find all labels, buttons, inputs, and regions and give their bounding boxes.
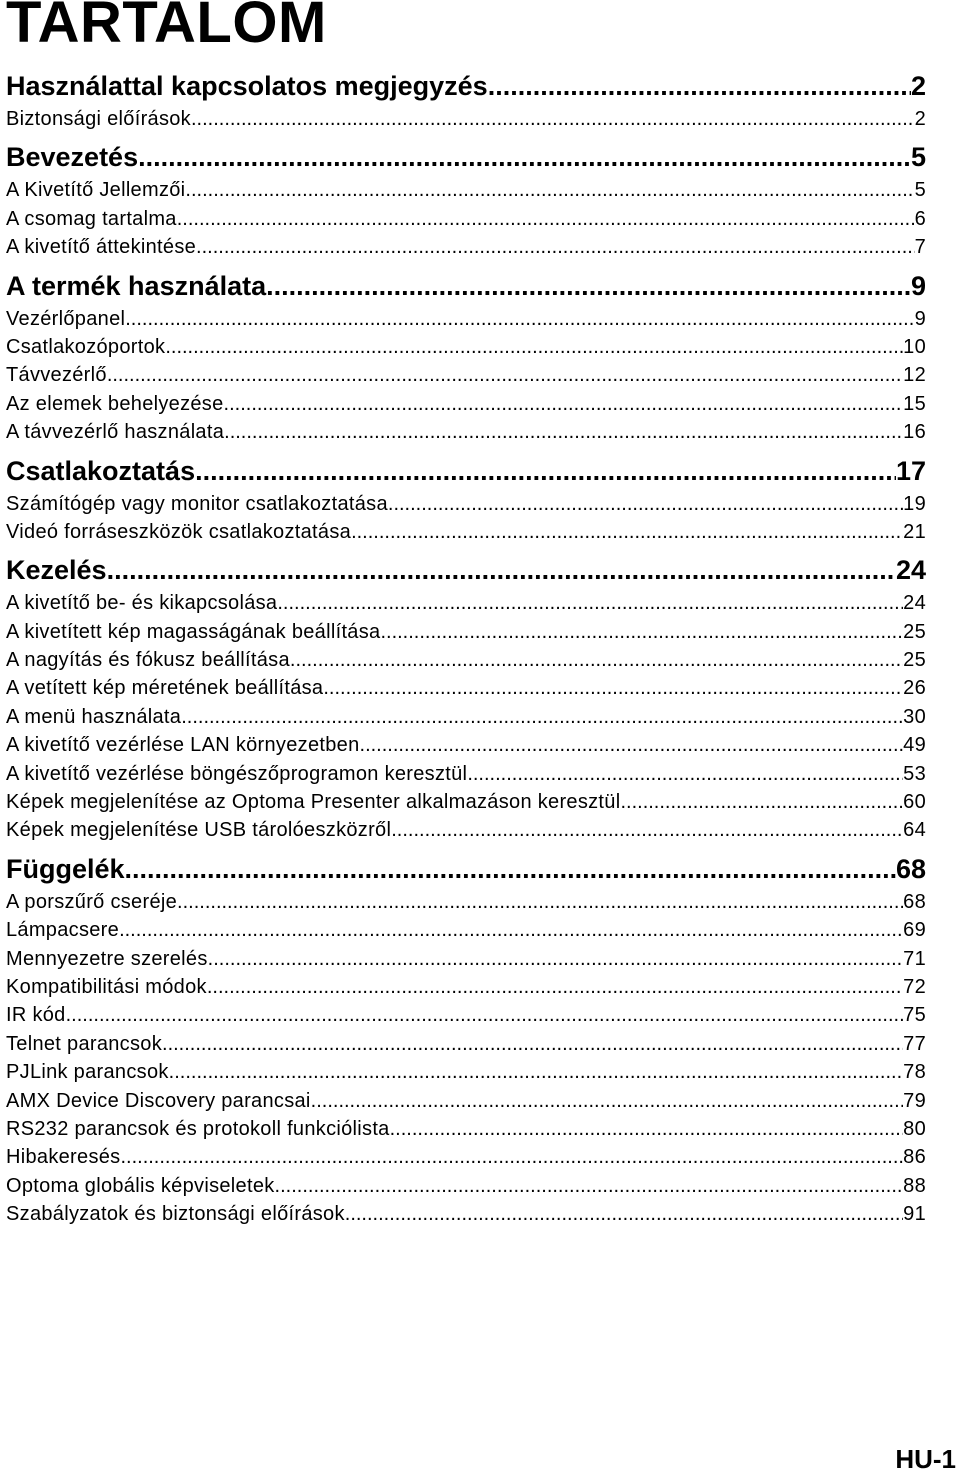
toc-entry-label: A nagyítás és fókusz beállítása (6, 649, 290, 672)
toc-page-number: 86 (903, 1146, 926, 1169)
toc-chapter-entry[interactable] (6, 850, 926, 888)
toc-section-entry[interactable] (6, 1030, 926, 1058)
toc-dot-leader (162, 1030, 903, 1058)
toc-section-entry[interactable] (6, 390, 926, 418)
toc-dot-leader (390, 1115, 904, 1143)
toc-entry-label: Az elemek behelyezése (6, 392, 224, 415)
toc-entry-label: Mennyezetre szerelés (6, 947, 208, 970)
toc-dot-leader (66, 1001, 904, 1029)
toc-chapter-entry[interactable] (6, 138, 926, 176)
toc-dot-leader (275, 1172, 904, 1200)
toc-section-entry[interactable] (6, 1001, 926, 1029)
toc-dot-leader (107, 551, 896, 589)
toc-page-number: 7 (914, 236, 926, 259)
toc-entry-label: Bevezetés (6, 142, 139, 173)
toc-entry-label: Képek megjelenítése az Optoma Presenter alkalmazáson keresztül (6, 791, 621, 814)
toc-entry-label: A csomag tartalma (6, 207, 177, 230)
toc-entry-label: A kivetített kép magasságának beállítása (6, 620, 381, 643)
toc-page-number: 26 (903, 677, 926, 700)
toc-page-number: 16 (903, 421, 926, 444)
toc-page-number: 15 (903, 392, 926, 415)
toc-entry-label: Hibakeresés (6, 1146, 121, 1169)
toc-chapter-entry[interactable] (6, 551, 926, 589)
toc-entry-label: AMX Device Discovery parancsai (6, 1089, 311, 1112)
toc-entry-label: Távvezérlő (6, 364, 107, 387)
toc-dot-leader (181, 703, 903, 731)
toc-page-number: 72 (903, 975, 926, 998)
toc-section-entry[interactable] (6, 518, 926, 546)
toc-entry-label: A Kivetítő Jellemzői (6, 179, 186, 202)
toc-section-entry[interactable] (6, 1087, 926, 1115)
toc-dot-leader (169, 1058, 903, 1086)
toc-chapter-entry[interactable] (6, 67, 926, 105)
toc-entry-label: Optoma globális képviseletek (6, 1174, 275, 1197)
toc-section-entry[interactable] (6, 760, 926, 788)
toc-section-entry[interactable] (6, 888, 926, 916)
toc-entry-label: Csatlakoztatás (6, 455, 196, 486)
toc-section-entry[interactable] (6, 788, 926, 816)
toc-dot-leader (351, 518, 903, 546)
toc-dot-leader (391, 816, 903, 844)
toc-section-entry[interactable] (6, 361, 926, 389)
toc-entry-label: Biztonsági előírások (6, 108, 191, 130)
toc-section-entry[interactable] (6, 490, 926, 518)
toc-entry-label: Lámpacsere (6, 919, 120, 942)
toc-page-number: 19 (903, 492, 926, 515)
toc-section-entry[interactable] (6, 916, 926, 944)
toc-section-entry[interactable] (6, 1058, 926, 1086)
toc-entry-label: Számítógép vagy monitor csatlakoztatása (6, 492, 388, 515)
toc-entry-label: Csatlakozóportok (6, 335, 166, 358)
toc-entry-label: A vetített kép méretének beállítása (6, 677, 324, 700)
toc-dot-leader (208, 945, 903, 973)
toc-entry-label: Videó forráseszközök csatlakoztatása (6, 520, 352, 543)
toc-dot-leader (290, 646, 903, 674)
toc-page-number: 24 (903, 592, 926, 615)
toc-dot-leader (224, 390, 904, 418)
toc-section-entry[interactable] (6, 333, 926, 361)
toc-section-entry[interactable] (6, 646, 926, 674)
toc-dot-leader (177, 205, 915, 233)
toc-entry-label: Kezelés (6, 555, 107, 586)
toc-dot-leader (380, 618, 903, 646)
toc-dot-leader (196, 233, 915, 261)
toc-section-entry[interactable] (6, 176, 926, 204)
toc-dot-leader (191, 105, 915, 133)
toc-entry-label: Szabályzatok és biztonsági előírások (6, 1203, 345, 1226)
toc-page-number: 5 (914, 179, 926, 202)
toc-entry-label: Függelék (6, 853, 125, 884)
toc-dot-leader (207, 973, 903, 1001)
toc-dot-leader (266, 267, 911, 305)
toc-entry-label: PJLink parancsok (6, 1061, 169, 1084)
toc-page-number: 25 (903, 649, 926, 672)
toc-dot-leader (360, 731, 904, 759)
toc-page-number: 30 (903, 705, 926, 728)
page-title: TARTALOM (6, 0, 327, 55)
toc-entry-label: A porszűrő cseréje (6, 890, 178, 913)
toc-page-number: 78 (903, 1061, 926, 1084)
toc-section-entry[interactable] (6, 418, 926, 446)
toc-section-entry[interactable] (6, 703, 926, 731)
toc-dot-leader (620, 788, 903, 816)
toc-section-entry[interactable] (6, 1115, 926, 1143)
toc-entry-label: Telnet parancsok (6, 1032, 163, 1055)
toc-page-number: 6 (914, 207, 926, 230)
toc-entry-label: A termék használata (6, 270, 267, 301)
toc-page-number: 49 (903, 734, 926, 757)
toc-page-number: 5 (910, 142, 926, 173)
toc-page-number: 21 (903, 520, 926, 543)
toc-section-entry[interactable] (6, 305, 926, 333)
toc-section-entry[interactable] (6, 1172, 926, 1200)
toc-dot-leader (125, 305, 914, 333)
toc-section-entry[interactable] (6, 945, 926, 973)
toc-page-number: 75 (903, 1004, 926, 1027)
toc-page-number: 88 (903, 1174, 926, 1197)
toc-dot-leader (488, 67, 911, 105)
toc-entry-label: A kivetítő vezérlése böngészőprogramon keresztül (6, 762, 468, 785)
toc-page-number: 60 (903, 791, 926, 814)
toc-dot-leader (224, 418, 903, 446)
toc-page-number: 77 (903, 1032, 926, 1055)
toc-section-entry[interactable] (6, 731, 926, 759)
toc-dot-leader (185, 176, 914, 204)
toc-entry-label: Képek megjelenítése USB tárolóeszközről (6, 819, 392, 842)
toc-entry-label: IR kód (6, 1004, 66, 1027)
toc-dot-leader (277, 589, 903, 617)
toc-page-number: 69 (903, 919, 926, 942)
toc-page-number: 25 (903, 620, 926, 643)
table-of-contents (6, 62, 926, 1229)
toc-section-entry[interactable] (6, 1143, 926, 1171)
toc-page-number: 24 (895, 555, 926, 586)
toc-section-entry[interactable] (6, 816, 926, 844)
toc-page-number: 68 (895, 853, 926, 884)
toc-dot-leader (345, 1200, 903, 1228)
toc-entry-label: Vezérlőpanel (6, 307, 126, 330)
toc-entry-label: RS232 parancsok és protokoll funkciólista (6, 1117, 390, 1140)
toc-section-entry[interactable] (6, 618, 926, 646)
toc-entry-label: A távvezérlő használata (6, 421, 225, 444)
toc-entry-label: Használattal kapcsolatos megjegyzés (6, 71, 488, 101)
toc-page-number: 64 (903, 819, 926, 842)
toc-dot-leader (138, 138, 911, 176)
toc-page-number: 71 (903, 947, 926, 970)
toc-section-entry[interactable] (6, 674, 926, 702)
toc-page-number: 9 (914, 307, 926, 330)
toc-section-entry[interactable] (6, 973, 926, 1001)
toc-page-number: 9 (910, 270, 926, 301)
toc-page-number: 53 (903, 762, 926, 785)
toc-page-number: 80 (903, 1117, 926, 1140)
toc-page-number: 2 (914, 108, 926, 130)
toc-dot-leader (125, 850, 896, 888)
toc-dot-leader (120, 1143, 903, 1171)
toc-page-number: 17 (895, 455, 926, 486)
toc-dot-leader (467, 760, 903, 788)
toc-chapter-entry[interactable] (6, 267, 926, 305)
page-number-footer: HU-1 (895, 1444, 956, 1474)
toc-page-number: 91 (903, 1203, 926, 1226)
toc-dot-leader (165, 333, 903, 361)
toc-page-number: 2 (910, 71, 926, 101)
toc-entry-label: A kivetítő vezérlése LAN környezetben (6, 734, 360, 757)
toc-dot-leader (177, 888, 903, 916)
toc-section-entry[interactable] (6, 205, 926, 233)
toc-page-number: 12 (903, 364, 926, 387)
toc-dot-leader (195, 452, 896, 490)
toc-entry-label: A menü használata (6, 705, 182, 728)
toc-section-entry[interactable] (6, 1200, 926, 1228)
toc-page-number: 68 (903, 890, 926, 913)
toc-dot-leader (388, 490, 903, 518)
toc-dot-leader (323, 674, 903, 702)
toc-section-entry[interactable] (6, 233, 926, 261)
toc-page-number: 79 (903, 1089, 926, 1112)
toc-entry-label: A kivetítő áttekintése (6, 236, 197, 259)
toc-dot-leader (311, 1087, 903, 1115)
toc-section-entry[interactable] (6, 589, 926, 617)
toc-chapter-entry[interactable] (6, 452, 926, 490)
toc-entry-label: A kivetítő be- és kikapcsolása (6, 592, 278, 615)
toc-entry-label: Kompatibilitási módok (6, 975, 207, 998)
toc-dot-leader (119, 916, 903, 944)
toc-dot-leader (107, 361, 903, 389)
toc-page-number: 10 (903, 335, 926, 358)
toc-section-entry[interactable] (6, 105, 926, 133)
